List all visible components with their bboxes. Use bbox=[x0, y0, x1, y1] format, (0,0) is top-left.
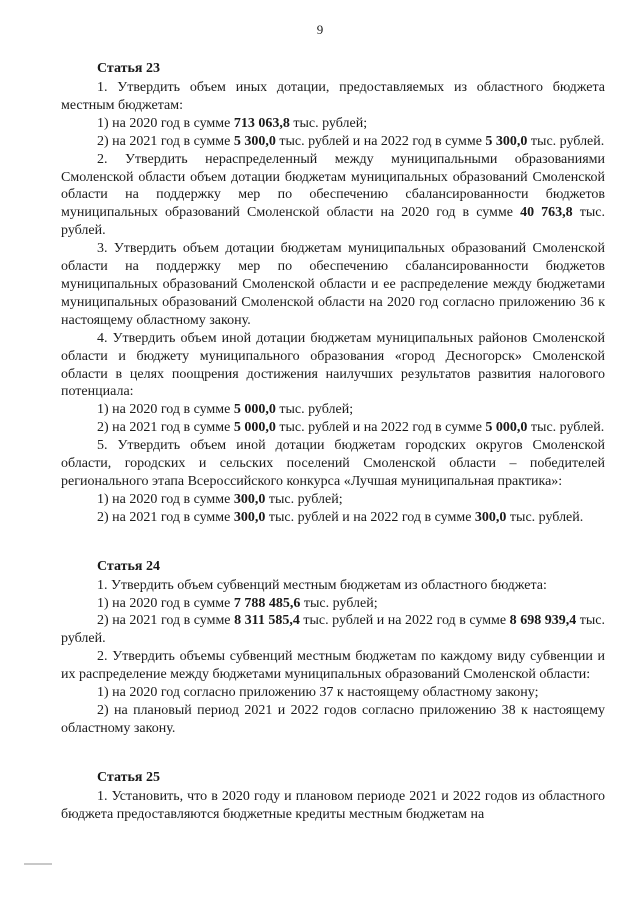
article-heading: Статья 25 bbox=[97, 769, 160, 785]
article-paragraph bbox=[61, 702, 605, 738]
text-run: 1) на 2020 год в сумме bbox=[97, 402, 234, 418]
page-number: 9 bbox=[316, 22, 324, 37]
amount-value: 5 300,0 bbox=[233, 133, 276, 149]
article-paragraph bbox=[61, 788, 605, 824]
text-run: тыс. рублей. bbox=[61, 205, 605, 239]
amount-value: 5 000,0 bbox=[233, 420, 276, 436]
text-run: тыс. рублей и на 2022 год в сумме bbox=[275, 133, 486, 149]
text-run: 3. Утвердить объем дотации бюджетам муниципальных образований Смоленской области на поддержку мер по обеспечению сбалансированности бюджетов муниципальных образований Смоленской области и ее распределение между бюджетами муниципальных образований Смоленской области на 2020 год согласно приложению 36 к настоящему областному закону. bbox=[61, 241, 605, 328]
text-run: 4. Утвердить объем иной дотации бюджетам муниципальных районов Смоленской области и бюджету муниципального образования «город Десногорск» Смоленской области в целях поощрения достижения наилучших результатов развития налогового потенциала: bbox=[61, 330, 605, 400]
text-run: тыс. рублей и на 2022 год в сумме bbox=[299, 613, 510, 629]
amount-value: 300,0 bbox=[474, 509, 507, 525]
text-run: 2) на 2021 год в сумме bbox=[97, 613, 235, 629]
text-run: 2) на 2021 год в сумме bbox=[97, 420, 234, 436]
article-paragraph bbox=[61, 509, 605, 527]
article-paragraph bbox=[61, 115, 605, 133]
amount-value: 5 000,0 bbox=[485, 420, 528, 436]
text-run: 1) на 2020 год в сумме bbox=[97, 491, 234, 507]
article-paragraph bbox=[61, 419, 605, 437]
document-body bbox=[61, 58, 605, 824]
article-paragraph bbox=[61, 595, 605, 613]
amount-value: 5 300,0 bbox=[485, 133, 528, 149]
section-spacer bbox=[61, 738, 605, 767]
text-run: 1. Утвердить объем иных дотации, предоставляемых из областного бюджета местным бюджетам: bbox=[61, 80, 605, 113]
text-run: 1) на 2020 год в сумме bbox=[97, 115, 234, 131]
text-run: 1. Утвердить объем субвенций местным бюджетам из областного бюджета: bbox=[97, 577, 547, 593]
text-run: 2) на 2021 год в сумме bbox=[97, 509, 234, 525]
article-paragraph bbox=[61, 684, 605, 702]
text-run: тыс. рублей; bbox=[265, 491, 343, 507]
text-run: тыс. рублей; bbox=[275, 402, 354, 418]
text-run: 2. Утвердить объемы субвенций местным бюджетам по каждому виду субвенции и их распределение между бюджетами муниципальных образований Смоленской области: bbox=[61, 649, 605, 683]
text-run: 1. Установить, что в 2020 году и плановом периоде 2021 и 2022 годов из областного бюджета предоставляются бюджетные кредиты местным бюджетам на bbox=[61, 788, 605, 822]
amount-value: 8 311 585,4 bbox=[234, 613, 300, 629]
margin-mark bbox=[24, 863, 52, 865]
text-run: тыс. рублей; bbox=[300, 595, 378, 611]
text-run: тыс. рублей. bbox=[61, 613, 606, 647]
article-paragraph bbox=[61, 577, 605, 595]
amount-value: 5 000,0 bbox=[233, 402, 276, 418]
text-run: 1) на 2020 год в сумме bbox=[97, 595, 234, 611]
article-paragraph bbox=[61, 133, 605, 151]
text-run: тыс. рублей и на 2022 год в сумме bbox=[265, 509, 475, 525]
article-paragraph bbox=[61, 612, 605, 648]
article-heading: Статья 23 bbox=[97, 61, 160, 76]
amount-value: 40 763,8 bbox=[520, 205, 573, 221]
amount-value: 713 063,8 bbox=[233, 115, 290, 131]
text-run: тыс. рублей. bbox=[527, 133, 605, 149]
amount-value: 300,0 bbox=[233, 491, 266, 507]
amount-value: 300,0 bbox=[233, 509, 266, 525]
article-paragraph bbox=[61, 437, 605, 491]
text-run: 5. Утвердить объем иной дотации бюджетам городских округов Смоленской области, городских и сельских поселений Смоленской области – победителей регионального этапа Всероссийского конкурса «Лучшая муниципальная практика»: bbox=[61, 438, 605, 489]
article-paragraph bbox=[61, 401, 605, 419]
article-paragraph bbox=[61, 240, 605, 330]
article-paragraph bbox=[61, 491, 605, 509]
amount-value: 8 698 939,4 bbox=[509, 613, 577, 629]
text-run: тыс. рублей; bbox=[289, 115, 368, 131]
article-heading: Статья 24 bbox=[97, 558, 160, 574]
text-run: тыс. рублей. bbox=[527, 420, 605, 436]
article-paragraph bbox=[61, 648, 605, 684]
text-run: 2. Утвердить нераспределенный между муниципальными образованиями Смоленской области объем дотации бюджетам муниципальных образований Смоленской области на поддержку мер по обеспечению сбалансированности бюджетов муниципальных образований Смоленской области на 2020 год в сумме bbox=[61, 151, 605, 221]
article-paragraph bbox=[61, 79, 605, 115]
text-run: тыс. рублей. bbox=[506, 509, 584, 525]
article-paragraph bbox=[61, 330, 605, 402]
text-run: 2) на 2021 год в сумме bbox=[97, 133, 234, 149]
amount-value: 7 788 485,6 bbox=[233, 595, 301, 611]
text-run: 2) на плановый период 2021 и 2022 годов согласно приложению 38 к настоящему областному закону. bbox=[61, 703, 605, 736]
text-run: тыс. рублей и на 2022 год в сумме bbox=[275, 420, 486, 436]
article-paragraph bbox=[61, 151, 605, 241]
section-spacer bbox=[61, 527, 605, 556]
text-run: 1) на 2020 год согласно приложению 37 к настоящему областному закону; bbox=[97, 685, 539, 701]
